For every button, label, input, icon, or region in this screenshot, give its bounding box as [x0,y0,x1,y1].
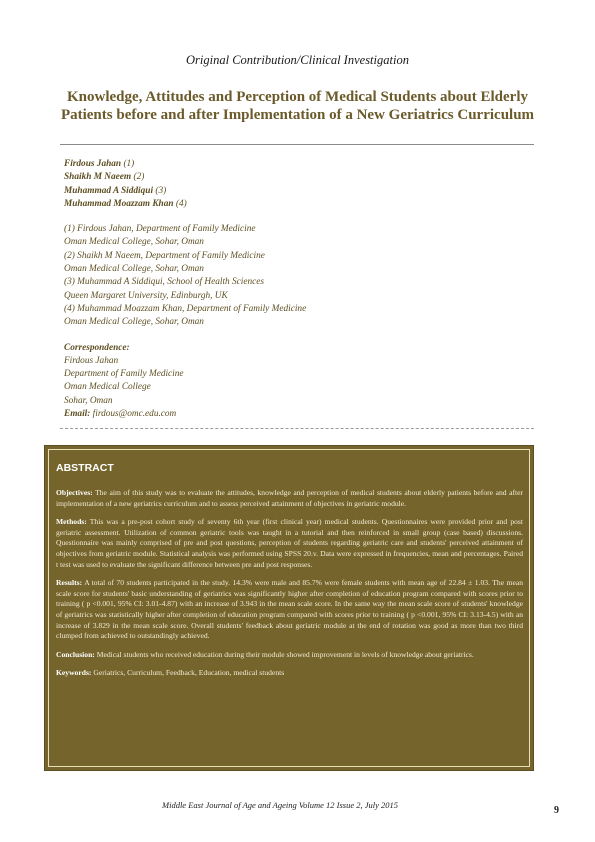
abstract-methods: Methods: This was a pre-post cohort study of seventy 6th year (first clinical year) medical students. Questionnaires were provided prior and post geriatric assessment. Utilization of common geriatric tools was taught in a tutorial and then reinforced in small group (case based) discussions. Questionnaire was mainly comprised of pre and post questions, perception of students regarding geriatric care and students' perceived attainment of objectives from geriatric module. Statistical analysis was performed using SPSS 20.v. Data were expressed in frequencies, mean and percentages. Paired t test was used to evaluate the significant difference between pre and post responses. [56,517,523,569]
author-line: Muhammad A Siddiqui (3) [64,185,167,196]
title-divider [60,144,534,145]
title-line-2: Patients before and after Implementation of a New Geriatrics Curriculum [60,107,535,123]
author-line: Shaikh M Naeem (2) [64,172,145,183]
affiliation-line: Oman Medical College, Sohar, Oman [64,317,204,328]
dashed-divider [60,428,534,429]
correspondence-line: Department of Family Medicine [64,369,184,380]
correspondence-email: Email: firdous@omc.edu.com [64,409,177,420]
author-block [64,158,534,421]
article-title [40,88,555,124]
abstract-inner [48,449,530,767]
abstract-results: Results: A total of 70 students participated in the study. 14.3% were male and 85.7% were female students with mean age of 22.84 ± 1.03. The mean scale score for students' basic understanding of geriatrics was significantly higher after completion of education program compared with scores prior to training ( p <0.001, 95% CI: 3.01-4.87) with an increase of 3.943 in the mean scale score. In the same way the mean scale score of students' knowledge of geriatrics was statistically higher after completion of education program compared with scores prior to training ( p <0.001, 95% CI: 3.13-4.5) with an increase of 3.829 in the mean scale score. Overall students' feedback about geriatric module at the end of rotation was good as more than two third clumped from achieved to outstandingly achieved. [56,578,523,641]
page-number: 9 [554,805,559,816]
title-line-1: Knowledge, Attitudes and Perception of Medical Students about Elderly [67,89,528,105]
journal-footer: Middle East Journal of Age and Ageing Volume 12 Issue 2, July 2015 [162,800,398,810]
correspondence-heading: Correspondence: [64,342,130,353]
abstract-box [44,445,534,771]
correspondence-line: Oman Medical College [64,382,151,393]
correspondence-line: Firdous Jahan [64,355,119,366]
correspondence-line: Sohar, Oman [64,395,113,406]
affiliation-line: (2) Shaikh M Naeem, Department of Family Medicine [64,250,265,261]
email-link[interactable]: firdous@omc.edu.com [92,409,177,420]
abstract-objectives: Objectives: The aim of this study was to evaluate the attitudes, knowledge and perception of medical students about elderly patients before and after implementation of a new geriatrics curriculum and to assess perceived attainment of objectives in geriatric module. [56,488,523,508]
abstract-heading: ABSTRACT [56,462,114,474]
abstract-keywords: Keywords: Geriatrics, Curriculum, Feedback, Education, medical students [56,668,285,678]
section-label: Original Contribution/Clinical Investigation [186,53,409,67]
author-line: Muhammad Moazzam Khan (4) [64,198,187,209]
affiliation-line: Queen Margaret University, Edinburgh, UK [64,290,228,301]
affiliation-line: Oman Medical College, Sohar, Oman [64,237,204,248]
affiliation-line: Oman Medical College, Sohar, Oman [64,264,204,275]
affiliation-line: (3) Muhammad A Siddiqui, School of Health Sciences [64,277,265,288]
abstract-conclusion: Conclusion: Medical students who received education during their module showed improvement in levels of knowledge about geriatrics. [56,649,474,659]
affiliation-line: (4) Muhammad Moazzam Khan, Department of Family Medicine [64,303,307,314]
affiliation-line: (1) Firdous Jahan, Department of Family Medicine [64,224,256,235]
author-line: Firdous Jahan (1) [64,159,135,169]
